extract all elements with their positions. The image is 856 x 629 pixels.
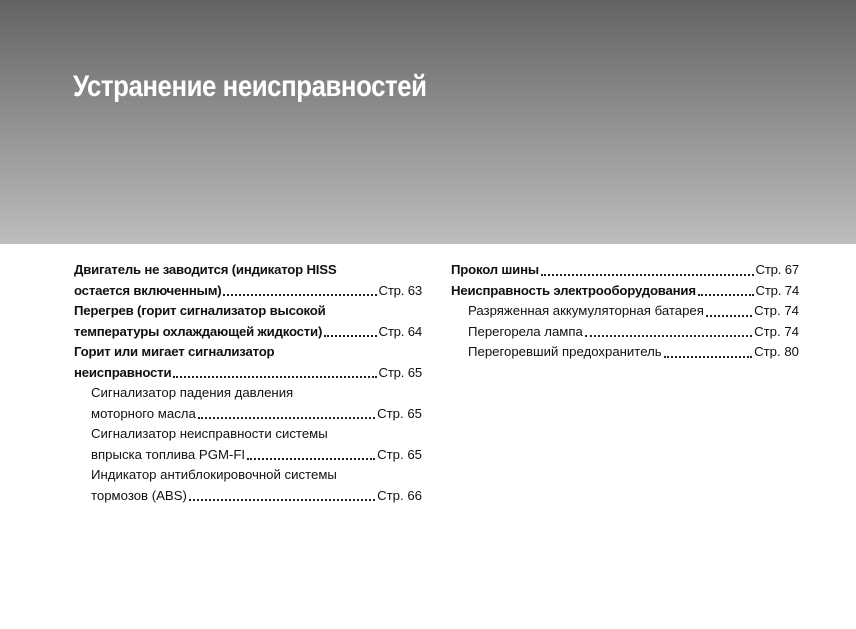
toc-entry-text: Горит или мигает сигнализатор	[74, 344, 275, 359]
dot-leader	[247, 457, 375, 460]
dot-leader	[223, 293, 376, 296]
toc-entry-text: тормозов (ABS)	[91, 487, 187, 503]
toc-entry-text: моторного масла	[91, 405, 196, 421]
toc-page-number: Стр. 63	[378, 282, 422, 298]
toc-entry-text: Перегрев (горит сигнализатор высокой	[74, 303, 326, 318]
toc-entry-line	[468, 301, 799, 322]
toc-entry-line	[74, 260, 422, 281]
toc-left-column	[74, 260, 422, 506]
toc-page-number: Стр. 67	[755, 262, 799, 277]
toc-page-number: Стр. 66	[377, 487, 422, 503]
toc-entry-text: температуры охлаждающей жидкости)	[74, 323, 323, 339]
toc-entry-text: Двигатель не заводится (индикатор HISS	[74, 262, 337, 277]
dot-leader	[585, 334, 752, 337]
toc-subentry[interactable]	[451, 322, 799, 343]
dot-leader	[706, 314, 752, 317]
toc-page-number: Стр. 74	[754, 303, 799, 318]
toc-page-number: Стр. 80	[754, 344, 799, 359]
header-banner	[0, 0, 856, 244]
toc-entry-line	[91, 486, 422, 507]
toc-subentry[interactable]	[451, 301, 799, 322]
toc-entry[interactable]	[451, 260, 799, 281]
toc-entry-line	[91, 424, 422, 445]
toc-entry-line	[74, 342, 422, 363]
toc-page-number: Стр. 64	[378, 323, 422, 339]
toc-entry-text: Перегоревший предохранитель	[468, 344, 662, 359]
toc-entry-line	[468, 322, 799, 343]
dot-leader	[189, 498, 375, 501]
toc-subentry[interactable]	[74, 383, 422, 424]
toc-page-number: Стр. 65	[378, 364, 422, 380]
toc-page-number: Стр. 74	[754, 323, 799, 339]
toc-page-number: Стр. 65	[377, 446, 422, 462]
toc-entry[interactable]	[74, 342, 422, 383]
toc-entry-line	[451, 260, 799, 281]
toc-entry-text: Сигнализатор неисправности системы	[91, 426, 328, 441]
page-title: Устранение неисправностей	[73, 70, 427, 103]
toc-subentry[interactable]	[451, 342, 799, 363]
toc-entry-line	[91, 445, 422, 466]
dot-leader	[173, 375, 376, 378]
dot-leader	[664, 355, 752, 358]
toc-entry[interactable]	[74, 260, 422, 301]
toc-entry-line	[74, 301, 422, 322]
toc-entry-text: Индикатор антиблокировочной системы	[91, 467, 337, 482]
toc-entry-text: неисправности	[74, 364, 172, 380]
toc-entry-text: остается включенным)	[74, 282, 222, 298]
dot-leader	[198, 416, 375, 419]
toc-entry-line	[91, 404, 422, 425]
toc-entry-text: Прокол шины	[451, 262, 539, 277]
toc-entry-line	[74, 281, 422, 302]
toc-entry-text: Неисправность электрооборудования	[451, 282, 696, 298]
toc-page-number: Стр. 74	[755, 282, 799, 298]
toc-page-number: Стр. 65	[377, 405, 422, 421]
toc-entry-line	[91, 465, 422, 486]
toc-subentry[interactable]	[74, 424, 422, 465]
toc-entry-line	[74, 322, 422, 343]
dot-leader	[698, 293, 754, 296]
toc-entry[interactable]	[451, 281, 799, 302]
toc-entry-line	[91, 383, 422, 404]
toc-entry-line	[451, 281, 799, 302]
toc-right-column	[451, 260, 799, 363]
dot-leader	[541, 273, 754, 276]
dot-leader	[324, 334, 376, 337]
toc-entry-line	[468, 342, 799, 363]
toc-entry[interactable]	[74, 301, 422, 342]
toc-entry-text: Сигнализатор падения давления	[91, 385, 294, 400]
toc-entry-text: впрыска топлива PGM-FI	[91, 446, 246, 462]
toc-entry-text: Перегорела лампа	[468, 323, 583, 339]
toc-entry-line	[74, 363, 422, 384]
toc-subentry[interactable]	[74, 465, 422, 506]
toc-entry-text: Разряженная аккумуляторная батарея	[468, 303, 704, 318]
